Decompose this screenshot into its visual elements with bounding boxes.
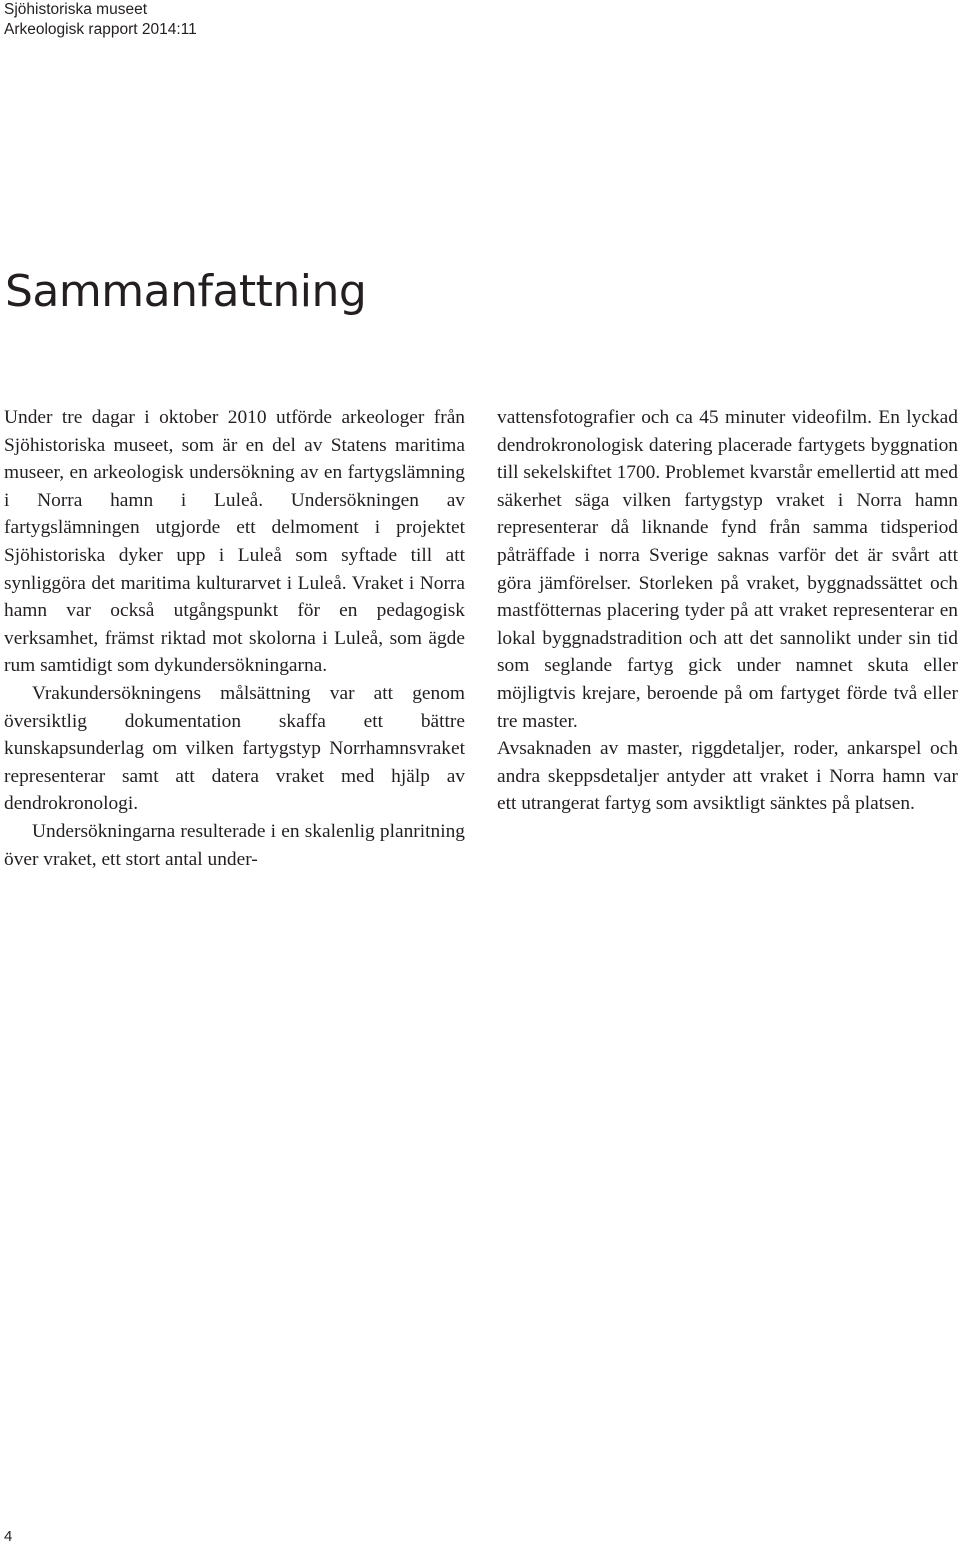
page-title: Sammanfattning: [5, 266, 367, 317]
header-report-number: Arkeologisk rapport 2014:11: [4, 21, 197, 38]
paragraph-conclusion: Avsaknaden av master, riggdetaljer, roder, ankarspel och andra skeppsdetaljer antyder att vraket i Norra hamn var ett utrangerat fartyg som avsiktligt sänktes på platsen.: [497, 738, 958, 815]
paragraph-intro: Under tre dagar i oktober 2010 utförde arkeologer från Sjöhistoriska museet, som är en del av Statens maritima museer, en arkeologisk undersökning av en fartygslämning i Norra hamn i Luleå. Undersökningen av fartygslämningen utgjorde ett delmoment i projektet Sjöhistoriska dyker upp i Luleå som syftade till att synliggöra det maritima kulturarvet i Luleå. Vraket i Norra hamn var också utgångspunkt för en pedagogisk verksamhet, främst riktad mot skolorna i Luleå, som ägde rum samtidigt som dykundersökningarna.: [4, 407, 465, 677]
page-number: 4: [4, 1528, 13, 1545]
text-column-right: [497, 404, 958, 818]
running-header: [4, 0, 197, 40]
header-organization: Sjöhistoriska museet: [4, 1, 148, 18]
paragraph-results-start: Undersökningarna resulterade i en skalenlig planritning över vraket, ett stort antal under-: [4, 820, 465, 870]
text-column-left: [4, 404, 465, 873]
paragraph-objectives: Vrakundersökningens målsättning var att genom översiktlig dokumentation skaffa ett bättre kunskapsunderlag om vilken fartygstyp Norrhamnsvraket representerar samt att datera vraket med hjälp av dendrokronologi.: [4, 682, 465, 815]
paragraph-results-end: vattensfotografier och ca 45 minuter videofilm. En lyckad dendrokronologisk datering placerade fartygets byggnation till sekelskiftet 1700. Problemet kvarstår emellertid att med säkerhet säga vilken fartygstyp vraket i Norra hamn representerar då liknande fynd från samma tidsperiod påträffade i norra Sverige saknas varför det är svårt att göra jämförelser. Storleken på vraket, byggnadssättet och mastfötternas placering tyder på att vraket representerar en lokal byggnadstradition och att det sannolikt under sin tid som seglande fartyg gick under namnet skuta eller möjligtvis krejare, beroende på om fartyget förde två eller tre master.: [497, 407, 958, 732]
